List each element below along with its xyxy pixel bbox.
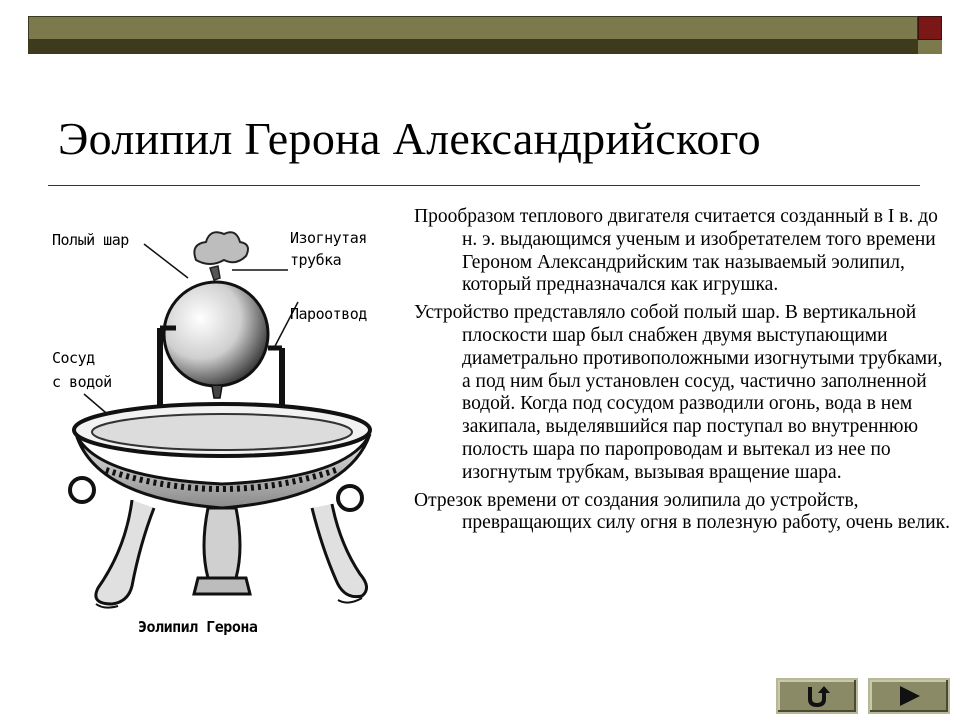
header-bar-shadow (28, 40, 918, 54)
label-bent-tube-line1: Изогнутая (290, 229, 367, 247)
paragraph-1: Прообразом теплового двигателя считается созданный в I в. до н. э. выдающимся ученым и изобретателем того времени Героном Александрийским так называемый эолипил, который предназначался как игрушка. (414, 206, 938, 296)
illustration-caption: Эолипил Герона (138, 618, 258, 636)
label-vessel-line2: с водой (52, 373, 112, 391)
slide-body (414, 206, 954, 540)
label-vessel-line1: Сосуд (52, 349, 95, 367)
label-hollow-sphere: Полый шар (52, 231, 129, 249)
slide-title: Эолипил Герона Александрийского (58, 113, 761, 164)
paragraph-3: Отрезок времени от создания эолипила до устройств, превращающих силу огня в полезную работу, очень велик. (414, 489, 951, 534)
header-accent-square (918, 16, 942, 40)
title-divider (48, 185, 920, 186)
header-accent-lower (918, 40, 942, 54)
label-steam-pipe: Пароотвод (290, 305, 367, 323)
aeolipile-drawing (36, 208, 396, 648)
return-button[interactable] (776, 678, 858, 714)
paragraph-2: Устройство представляло собой полый шар. В вертикальной плоскости шар был снабжен двумя выступающими диаметрально противоположными изогнутыми трубками, а под ним был установлен сосуд, частично заполненной водой. Когда под сосудом разводили огонь, вода в нем закипала, выделявшийся пар поступал во внутреннюю полость шара по паропроводам и вытекал из нее по изогнутым трубкам, вызывая вращение шара. (414, 302, 943, 483)
label-bent-tube-line2: трубка (290, 251, 342, 269)
play-arrow-icon (894, 683, 924, 709)
aeolipile-illustration (36, 208, 396, 648)
next-slide-button[interactable] (868, 678, 950, 714)
return-arrow-icon (802, 683, 832, 709)
header-bar (28, 16, 918, 40)
